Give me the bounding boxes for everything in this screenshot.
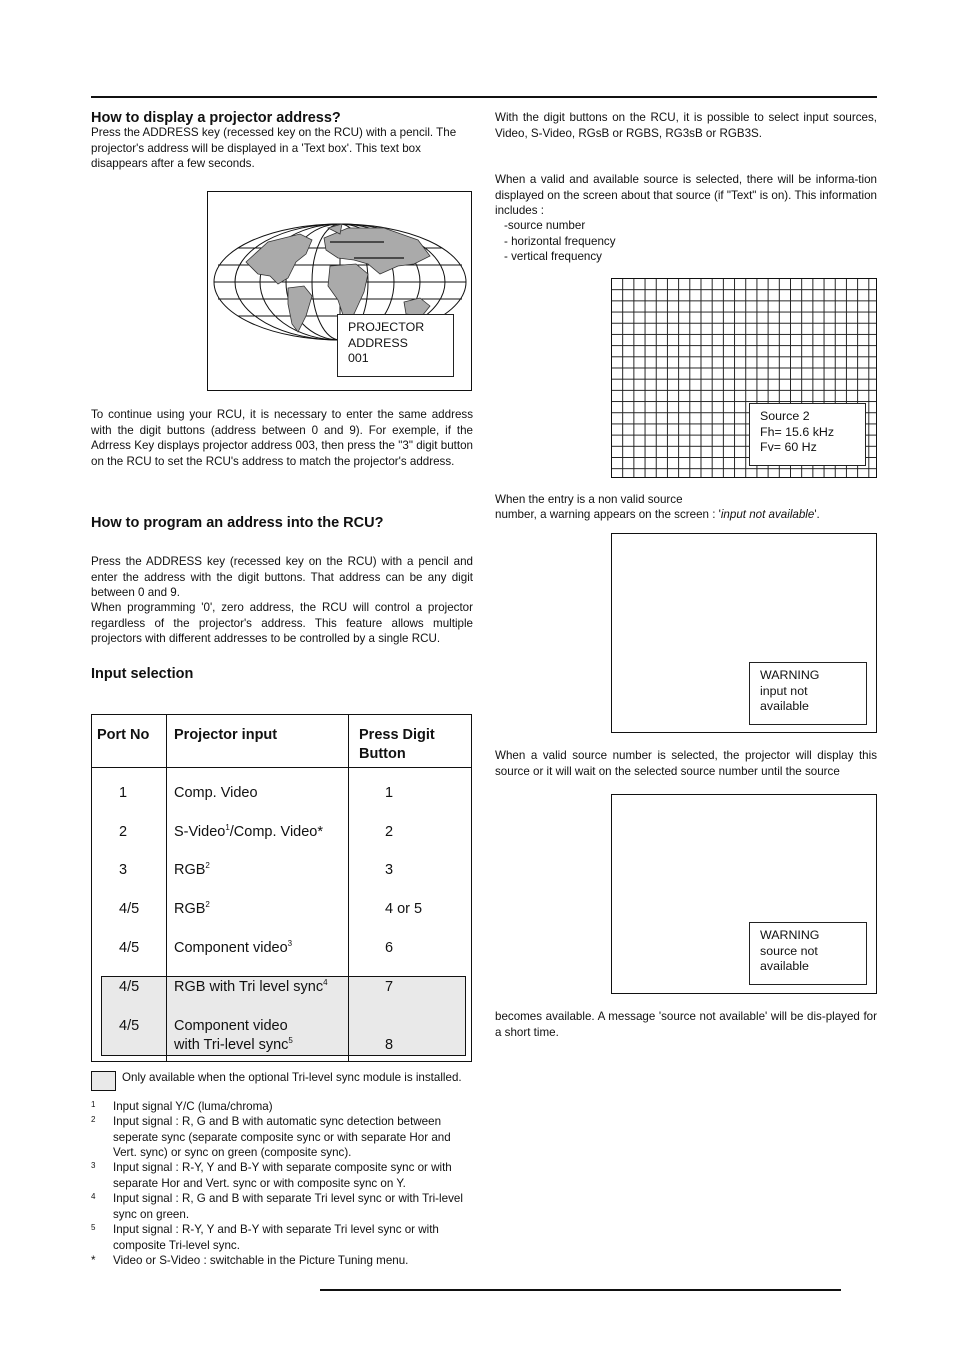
vertical-frequency: Fv= 60 Hz bbox=[760, 440, 817, 454]
info-list-item: - horizontal frequency bbox=[504, 235, 616, 248]
footnote: 2 Input signal : R, G and B with automatic sync detection between seperate sync (separate composite sync or with separate Hor and Vert. sync) or sync on green (composite sync). bbox=[91, 1115, 451, 1159]
warning-line: available bbox=[760, 959, 809, 973]
table-cell-input: RGB$^2$ bbox=[174, 900, 210, 917]
bottom-rule bbox=[320, 1289, 841, 1291]
program-address-body-2: When programming '0', zero address, the RCU will control a projector regardless of the projector's address. This feature allows multiple projectors with different addresses to be controlled by a single RCU. bbox=[91, 601, 473, 645]
screen-figure-source-not-available bbox=[611, 794, 877, 994]
warning-box-source bbox=[749, 922, 867, 985]
section-title-display-address: How to display a projector address? bbox=[91, 110, 341, 126]
table-cell-port: 4/5 bbox=[119, 1018, 140, 1034]
footnote: 1 Input signal Y/C (luma/chroma) bbox=[91, 1100, 273, 1113]
warning-line: input not bbox=[760, 683, 808, 698]
horizontal-frequency: Fh= 15.6 kHz bbox=[760, 424, 835, 439]
header-press-digit: Press Digit bbox=[359, 727, 435, 743]
nonvalid-line-1: When the entry is a non valid source bbox=[495, 493, 683, 506]
table-cell-port: 4/5 bbox=[119, 940, 140, 956]
projector-address-figure bbox=[207, 191, 472, 391]
becomes-available-text: becomes available. A message 'source not available' will be dis-played for a short time. bbox=[495, 1010, 877, 1039]
legend-swatch bbox=[91, 1071, 116, 1091]
display-address-body: Press the ADDRESS key (recessed key on the RCU) with a pencil. The projector's address will be displayed in a 'Text box'. This text box disappears after a few seconds. bbox=[91, 126, 457, 170]
source-info-box bbox=[749, 403, 866, 466]
table-cell-digit: 8 bbox=[385, 1037, 394, 1053]
warning-box-input bbox=[749, 662, 867, 725]
table-cell-port: 2 bbox=[119, 824, 128, 840]
table-cell-port: 4/5 bbox=[119, 901, 140, 917]
table-cell-input: Comp. Video bbox=[174, 785, 258, 801]
footnote: 4 Input signal : R, G and B with separate Tri level sync or with Tri-level sync on green. bbox=[91, 1192, 463, 1221]
input-selection-table bbox=[91, 714, 472, 1062]
table-cell-input: RGB$^2$ bbox=[174, 861, 210, 878]
screen-figure-input-not-available bbox=[611, 533, 877, 733]
info-list-item: -source number bbox=[504, 219, 586, 232]
footnote: 3 Input signal : R-Y, Y and B-Y with separate composite sync or with separate Hor and Vert. sync or with composite sync on Y. bbox=[91, 1161, 452, 1190]
legend-text: Only available when the optional Tri-level sync module is installed. bbox=[122, 1071, 462, 1084]
top-rule bbox=[91, 96, 877, 98]
address-box-value: 001 bbox=[348, 351, 369, 365]
table-cell-input: Component video bbox=[174, 1018, 288, 1034]
table-cell-digit: 3 bbox=[385, 862, 394, 878]
valid-source-text: When a valid and available source is selected, there will be informa-tion displayed on the screen about that source (if "Text" is on). This information includes : bbox=[495, 173, 877, 217]
continue-text: To continue using your RCU, it is necessary to enter the same address with the digit buttons (address between 0 and 9). For exemple, if the Adrress Key displays projector address 003, then press the "3" digit button on the RCU to set the RCU's address to match the projector's address. bbox=[91, 408, 473, 468]
warning-title: WARNING bbox=[760, 928, 820, 942]
rcu-intro-text: With the digit buttons on the RCU, it is possible to select input sources, Video, S-Video, RGsB or RGBS, RG3sB or RGB3S. bbox=[495, 111, 877, 140]
address-box-line: PROJECTOR bbox=[348, 320, 425, 334]
info-list-item: - vertical frequency bbox=[504, 250, 602, 263]
table-header-divider bbox=[92, 767, 471, 768]
table-cell-digit: 1 bbox=[385, 785, 394, 801]
table-cell-input: Component video$^3$ bbox=[174, 939, 293, 956]
warning-title: WARNING bbox=[760, 668, 820, 682]
valid-wait-text: When a valid source number is selected, the projector will display this source or it will wait on the selected source number until the source bbox=[495, 749, 877, 778]
table-cell-input: RGB with Tri level sync$^4$ bbox=[174, 978, 328, 995]
header-button: Button bbox=[359, 746, 406, 762]
section-title-program-address: How to program an address into the RCU? bbox=[91, 515, 384, 531]
header-projector-input: Projector input bbox=[174, 727, 278, 743]
section-title-input-selection: Input selection bbox=[91, 666, 194, 682]
table-cell-digit: 4 or 5 bbox=[385, 901, 423, 917]
warning-line: source not bbox=[760, 943, 818, 958]
table-cell-port: 1 bbox=[119, 785, 128, 801]
source-number: Source 2 bbox=[760, 409, 810, 423]
table-cell-digit: 6 bbox=[385, 940, 394, 956]
table-cell-port: 3 bbox=[119, 862, 128, 878]
nonvalid-line-2: number, a warning appears on the screen : 'input not available'. bbox=[495, 508, 820, 521]
program-address-body-1: Press the ADDRESS key (recessed key on the RCU) with a pencil and enter the address with the digit buttons. That address can be any digit between 0 and 9. bbox=[91, 555, 473, 599]
footnote: * Video or S-Video : switchable in the Picture Tuning menu. bbox=[91, 1254, 409, 1267]
footnote: 5 Input signal : R-Y, Y and B-Y with separate Tri level sync or with composite Tri-level sync. bbox=[91, 1223, 439, 1252]
table-cell-port: 4/5 bbox=[119, 979, 140, 995]
warning-line: available bbox=[760, 699, 809, 713]
table-cell-input: S-Video$^1$/Comp. Video* bbox=[174, 823, 324, 840]
address-text-box bbox=[337, 314, 454, 377]
table-cell-input-cont: with Tri-level sync$^5$ bbox=[174, 1036, 293, 1053]
header-port-no: Port No bbox=[97, 727, 150, 743]
screen-grid-figure bbox=[611, 278, 877, 478]
table-cell-digit: 2 bbox=[385, 824, 394, 840]
address-box-line: ADDRESS bbox=[348, 335, 408, 350]
table-cell-digit: 7 bbox=[385, 979, 394, 995]
